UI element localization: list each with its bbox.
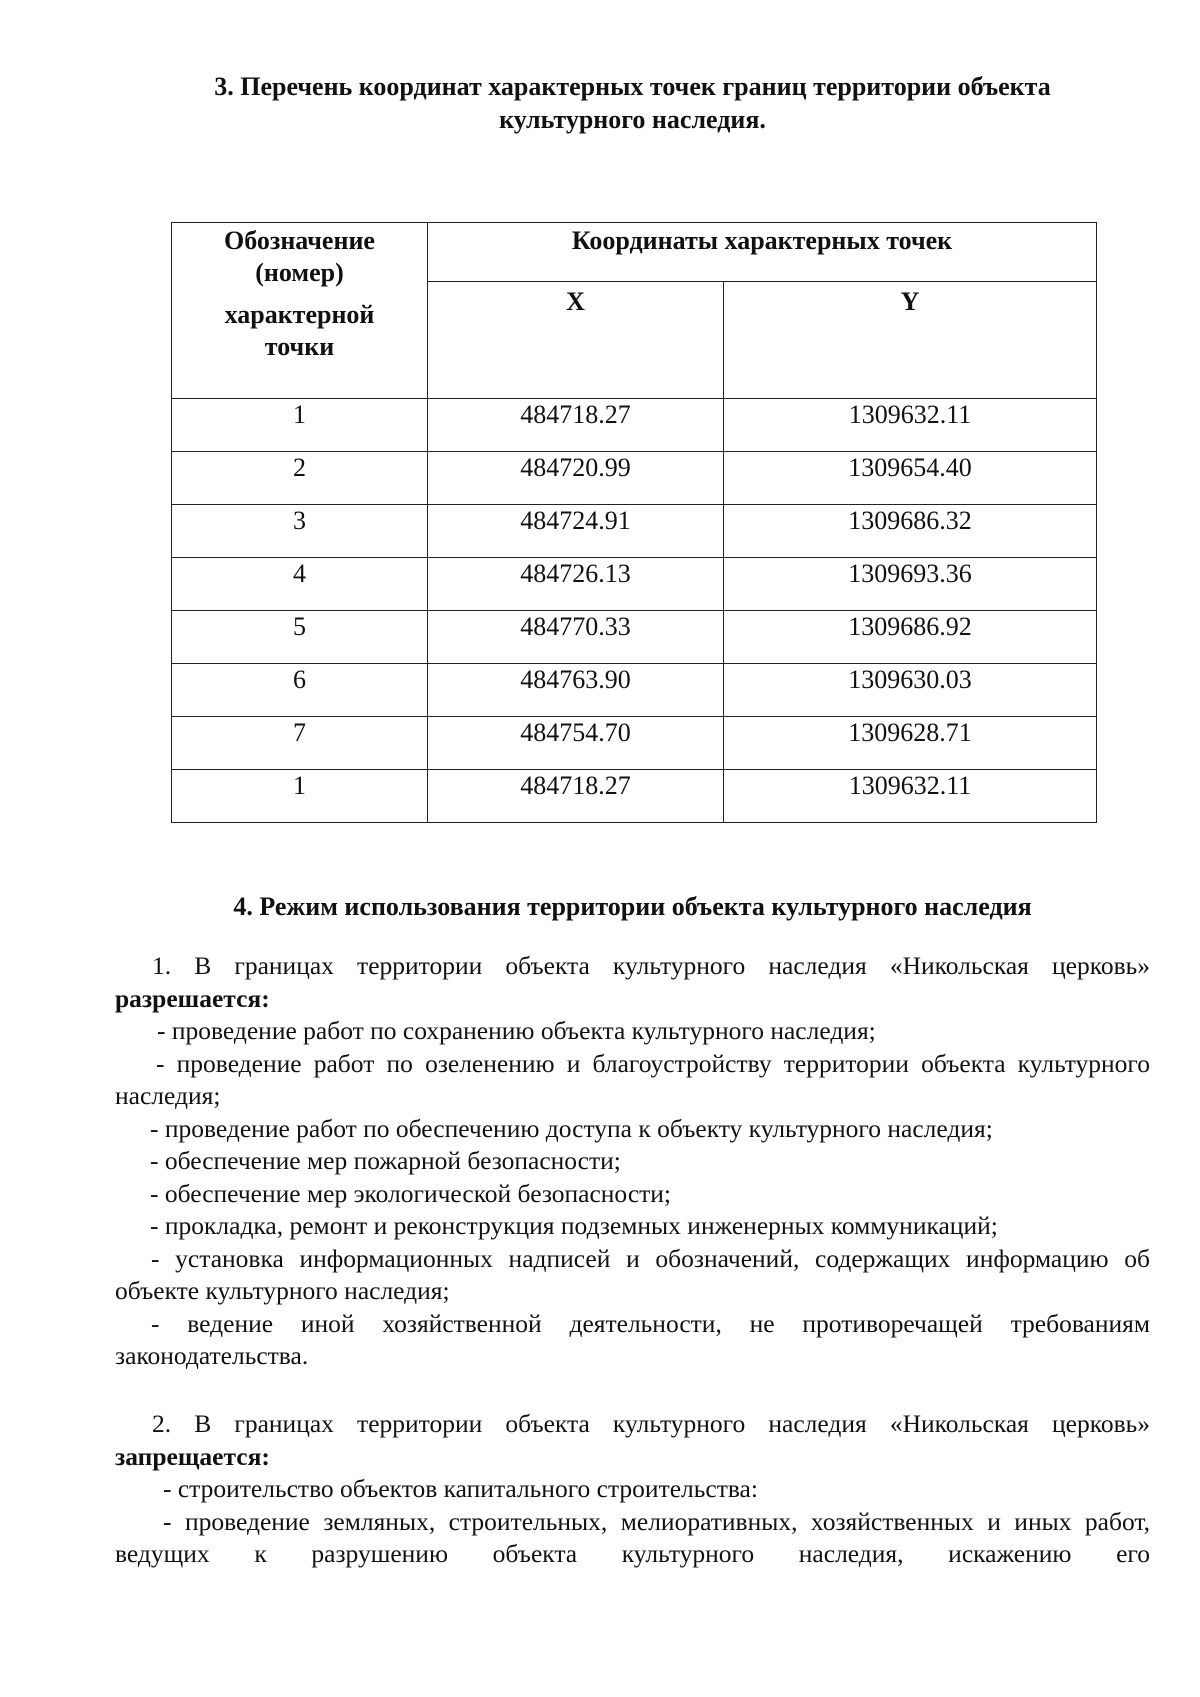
header-coordinates: Координаты характерных точек — [428, 223, 1097, 282]
y-coordinate: 1309654.40 — [724, 452, 1097, 505]
header-label-line2: (номер) — [255, 258, 344, 287]
list-item: - обеспечение мер пожарной безопасности; — [150, 1146, 621, 1175]
list-item: - проведение работ по озеленению и благоустройству территории объекта культурного наследия; — [115, 1048, 1150, 1110]
point-number: 7 — [172, 717, 428, 770]
x-coordinate: 484763.90 — [428, 664, 724, 717]
list-item: - ведение иной хозяйственной деятельности, не противоречащей требованиям законодательства. — [115, 1308, 1150, 1370]
list-item: - проведение работ по сохранению объекта культурного наследия; — [157, 1016, 876, 1045]
list-item: - строительство объектов капитального строительства: — [163, 1474, 758, 1503]
point-number: 6 — [172, 664, 428, 717]
y-coordinate: 1309628.71 — [724, 717, 1097, 770]
permitted-label: разрешается: — [115, 983, 270, 1013]
x-coordinate: 484726.13 — [428, 558, 724, 611]
y-coordinate: 1309693.36 — [724, 558, 1097, 611]
y-coordinate: 1309632.11 — [724, 399, 1097, 452]
table-row — [172, 399, 1097, 452]
table-row — [172, 770, 1097, 823]
header-x: X — [428, 282, 724, 399]
prohibited-uses-section — [115, 1408, 1150, 1571]
point-number: 1 — [172, 399, 428, 452]
x-coordinate: 484718.27 — [428, 770, 724, 823]
header-point-label — [172, 223, 428, 399]
y-coordinate: 1309630.03 — [724, 664, 1097, 717]
header-y: Y — [724, 282, 1097, 399]
table-row — [172, 717, 1097, 770]
permitted-intro: 1. В границах территории объекта культурного наследия «Никольская церковь» — [152, 951, 1150, 980]
list-item: - обеспечение мер экологической безопасности; — [150, 1178, 672, 1208]
point-number: 5 — [172, 611, 428, 664]
section-3-heading-line2: культурного наследия. — [499, 105, 766, 134]
section-3-heading-line1: 3. Перечень координат характерных точек границ территории объекта — [214, 72, 1051, 101]
prohibited-label: запрещается: — [115, 1441, 270, 1471]
x-coordinate: 484720.99 — [428, 452, 724, 505]
header-label-line1: Обозначение — [224, 226, 375, 255]
y-coordinate: 1309686.92 — [724, 611, 1097, 664]
list-item: - прокладка, ремонт и реконструкция подземных инженерных коммуникаций; — [150, 1211, 998, 1240]
section-4-heading: 4. Режим использования территории объекта культурного наследия — [233, 892, 1032, 921]
x-coordinate: 484718.27 — [428, 399, 724, 452]
list-item: - проведение земляных, строительных, мелиоративных, хозяйственных и иных работ, ведущих к разрушению объекта культурного наследия, искажению его — [115, 1506, 1150, 1568]
table-row — [172, 505, 1097, 558]
table-row — [172, 611, 1097, 664]
coordinates-table — [171, 222, 1097, 823]
y-coordinate: 1309686.32 — [724, 505, 1097, 558]
point-number: 2 — [172, 452, 428, 505]
point-number: 1 — [172, 770, 428, 823]
table-row — [172, 664, 1097, 717]
table-row — [172, 452, 1097, 505]
prohibited-intro: 2. В границах территории объекта культурного наследия «Никольская церковь» — [152, 1409, 1150, 1438]
x-coordinate: 484770.33 — [428, 611, 724, 664]
header-label-line3: характерной — [224, 300, 375, 329]
list-item: - проведение работ по обеспечению доступа к объекту культурного наследия; — [150, 1113, 993, 1143]
x-coordinate: 484724.91 — [428, 505, 724, 558]
table-row — [172, 558, 1097, 611]
y-coordinate: 1309632.11 — [724, 770, 1097, 823]
section-3-heading — [115, 70, 1150, 136]
permitted-uses-section — [115, 950, 1150, 1373]
point-number: 3 — [172, 505, 428, 558]
list-item: - установка информационных надписей и обозначений, содержащих информацию об объекте культурного наследия; — [115, 1243, 1150, 1305]
x-coordinate: 484754.70 — [428, 717, 724, 770]
point-number: 4 — [172, 558, 428, 611]
header-label-line4: точки — [264, 332, 335, 361]
